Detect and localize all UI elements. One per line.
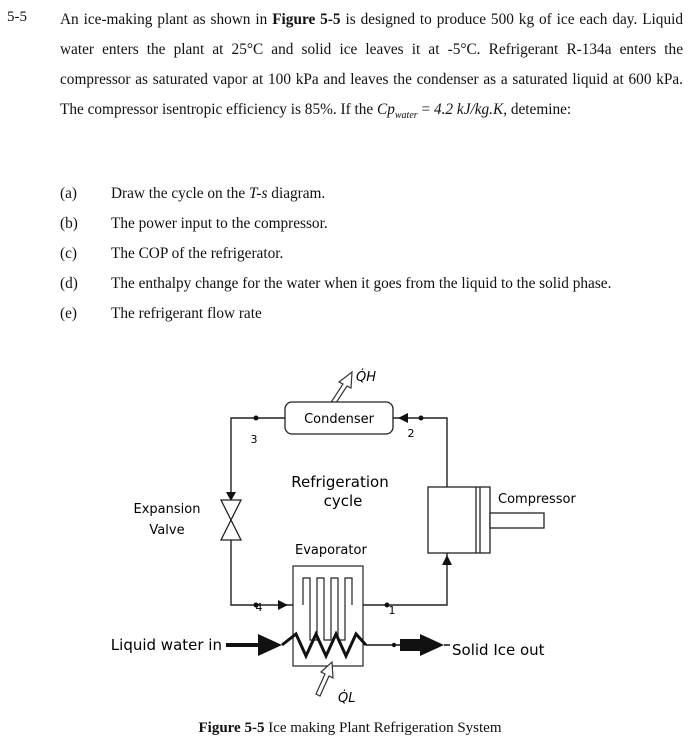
heat-in-arrow: [316, 662, 333, 696]
text-run: Draw the cycle on the: [111, 185, 250, 202]
water-in-label: Liquid water in: [110, 636, 222, 654]
problem-number: 5-5: [7, 9, 27, 25]
text-run: is designed to produce 500 kg of ice each day. Liquid water enters the plant at 25°C and solid ice leaves it at -5°C. Refrigerant R-134a enters the compressor as saturated vapor at 100 kPa and leaves the condenser as a saturated liquid at 600 kPa. The compressor isentropic efficiency is 85%. If the: [60, 11, 683, 118]
state-label-4: 4: [255, 601, 263, 614]
ql-label: Q̇L: [338, 691, 356, 706]
condenser-label: Condenser: [304, 412, 374, 427]
text-run: Figure 5-5: [272, 11, 341, 28]
state-label-1: 1: [388, 604, 396, 617]
text-run: =: [417, 101, 434, 118]
text-run: The enthalpy change for the water when it goes from the liquid to the solid phase.: [111, 275, 612, 292]
text-run: , detemine:: [503, 101, 572, 118]
expansion-label-2: Valve: [149, 523, 185, 538]
expansion-label-1: Expansion: [133, 502, 201, 517]
text-run: water: [394, 110, 418, 122]
text-run: diagram.: [267, 185, 326, 202]
heat-out-arrow: [330, 372, 352, 406]
text-run: The COP of the refrigerator.: [111, 245, 284, 262]
qh-label: Q̇H: [356, 370, 377, 385]
text-run: The refrigerant flow rate: [111, 305, 262, 322]
caption-text: Ice making Plant Refrigeration System: [264, 720, 502, 736]
question-label: (b): [60, 215, 78, 232]
compressor-label: Compressor: [498, 492, 576, 507]
text-run: An ice-making plant as shown in: [60, 11, 273, 28]
evaporator-label: Evaporator: [295, 543, 367, 558]
figure-caption: [0, 720, 700, 737]
text-run: 4.2 kJ/kg.K: [433, 101, 504, 118]
question-label: (c): [60, 245, 77, 262]
flow-arrow-icon: [442, 555, 452, 565]
flow-arrow-icon: [398, 413, 408, 423]
question-label: (d): [60, 275, 78, 292]
question-label: (a): [60, 185, 77, 202]
expansion-valve-icon: [221, 500, 241, 540]
flow-arrow-icon: [278, 600, 288, 610]
question-label: (e): [60, 305, 77, 322]
state-point-2: [419, 416, 424, 421]
cycle-label-1: Refrigeration: [291, 473, 389, 491]
text-run: The power input to the compressor.: [111, 215, 328, 232]
text-run: T-s: [249, 185, 268, 202]
state-label-3: 3: [250, 433, 258, 446]
caption-figure-number: Figure 5-5: [198, 720, 265, 736]
cycle-piping: [231, 418, 447, 605]
state-point-3: [254, 416, 259, 421]
cycle-label-2: cycle: [323, 492, 363, 510]
state-label-2: 2: [407, 427, 415, 440]
ice-out-label: Solid Ice out: [452, 641, 545, 659]
water-path: [226, 634, 450, 656]
text-run: Cp: [377, 101, 395, 118]
